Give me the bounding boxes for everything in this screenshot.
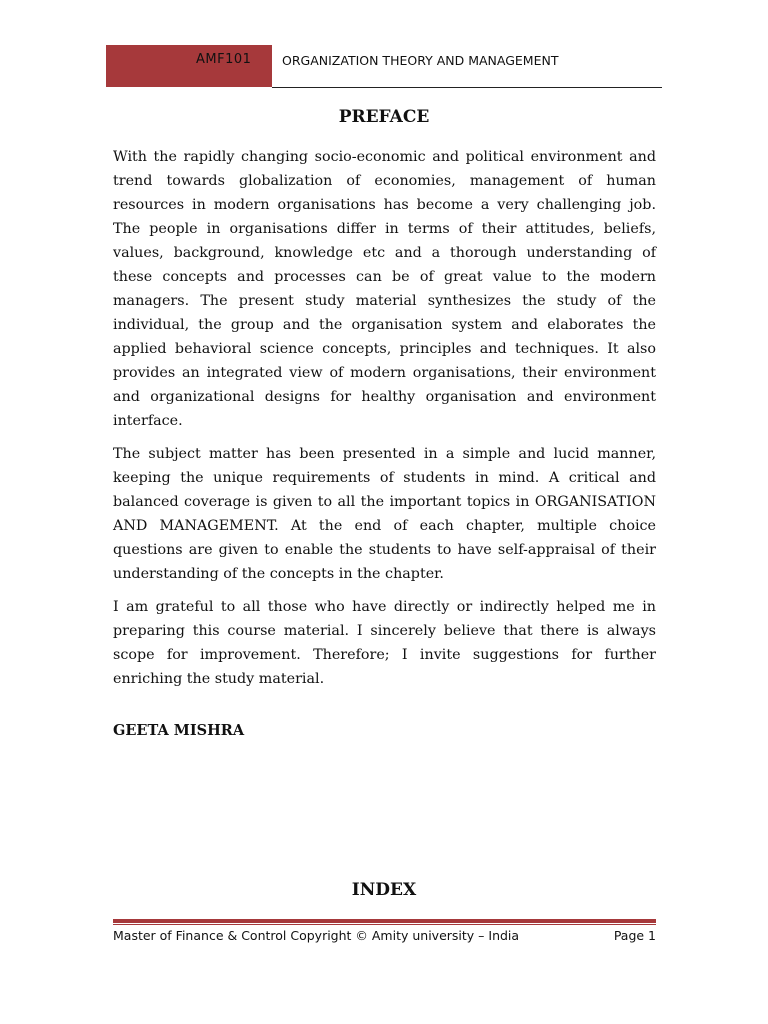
preface-paragraph-1: With the rapidly changing socio-economic and political environment and trend towards globalization of economies, management of human resources in modern organisations has become a very challenging job. The people in organisations differ in terms of their attitudes, beliefs, values, background, knowledge etc and a thorough understanding of these concepts and processes can be of great value to the modern managers. The present study material synthesizes the study of the individual, the group and the organisation system and elaborates the applied behavioral science concepts, principles and techniques. It also provides an integrated view of modern organisations, their environment and organizational designs for healthy organisation and environment interface.	[113, 149, 656, 429]
footer-rule-thick	[113, 919, 656, 923]
preface-paragraph-3: I am grateful to all those who have directly or indirectly helped me in preparing this course material. I sincerely believe that there is always scope for improvement. Therefore; I invite suggestions for further enriching the study material.	[113, 599, 656, 687]
course-title: ORGANIZATION THEORY AND MANAGEMENT	[282, 53, 559, 68]
preface-paragraph-2: The subject matter has been presented in a simple and lucid manner, keeping the unique requirements of students in mind. A critical and balanced coverage is given to all the important topics in ORGANISATION AND MANAGEMENT. At the end of each chapter, multiple choice questions are given to enable the students to have self-appraisal of their understanding of the concepts in the chapter.	[113, 446, 656, 582]
course-code: AMF101	[196, 52, 252, 67]
index-heading: INDEX	[351, 880, 417, 900]
preface-body	[113, 145, 656, 700]
footer-page-number: Page 1	[613, 928, 656, 943]
preface-heading: PREFACE	[338, 107, 430, 127]
footer-copyright: Master of Finance & Control Copyright © Amity university – India	[113, 928, 520, 943]
header-rule	[272, 87, 662, 88]
footer-rule-thin	[113, 924, 656, 925]
author-name: GEETA MISHRA	[113, 722, 245, 739]
